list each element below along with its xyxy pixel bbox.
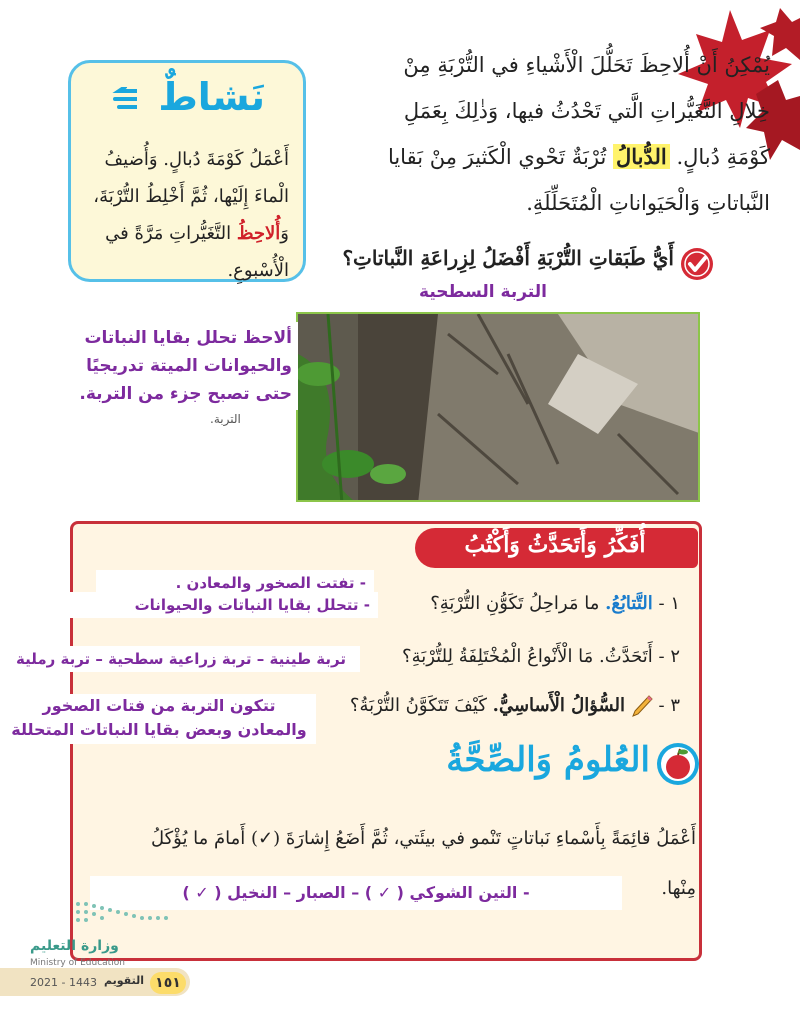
q2-answer: تربة طينية – تربة زراعية سطحية – تربة رملية — [2, 646, 360, 672]
photo-caption: ألاحظ تحلل بقايا النباتات والحيوانات الميتة تدريجيًا حتى تصبح جزء من التربة. — [46, 322, 298, 410]
science-health-title: العُلومُ وَالصِّحَّةُ — [446, 740, 650, 780]
intro-line-2: خِلالِ التَّغَيُّراتِ الَّتي تَحْدُثُ فيها، وَذٰلِكَ بِعَمَلِ — [403, 99, 770, 123]
pencil-icon — [631, 694, 653, 718]
log-photo-illustration — [298, 314, 700, 502]
intro-paragraph — [330, 42, 770, 226]
intro-line-4: النَّباتاتِ وَالْحَيَواناتِ الْمُتَحَلِّلَةِ. — [526, 191, 770, 215]
dots-decoration — [74, 900, 174, 924]
activity-box — [68, 60, 306, 282]
humus-highlight: الدُّبالُ — [613, 144, 670, 169]
question-3 — [330, 694, 680, 718]
page-number: ١٥١ — [150, 972, 186, 994]
question-2 — [368, 646, 680, 667]
science-line-2: مِنْها. — [661, 878, 696, 899]
soil-layer-question: أَيُّ طَبَقاتِ التُّرْبَةِ أَفْضَلُ لِزِراعَةِ النَّباتاتِ؟ — [342, 246, 674, 270]
think-title: أُفَكِّرُ وَأَتَحَدَّثُ وَأَكْتُبُ — [464, 532, 646, 558]
activity-text-b: التَّغَيُّراتِ مَرَّةً في الْأُسْبوعِ. — [105, 223, 289, 281]
intro-line-3a: كَوْمَةِ دُبالٍ. — [676, 145, 770, 169]
topsoil-answer: التربة السطحية — [410, 282, 556, 310]
q2-number: ٢ - — [658, 646, 680, 667]
calendar-label: التقويم — [104, 974, 144, 987]
q3-answer-line-1: تتكون التربة من فتات الصخور — [42, 696, 276, 715]
q3-keyword: السُّؤالُ الْأَساسِيُّ. — [492, 695, 626, 716]
activity-title: نَشاطٌ — [158, 75, 265, 119]
apple-icon — [656, 742, 700, 786]
q3-number: ٣ - — [658, 695, 680, 716]
intro-line-3 — [330, 134, 770, 180]
activity-text-a: أَعْمَلُ كَوْمَةَ دُبالٍ. وَأُضيفُ الْماءَ إِلَيْها، ثُمَّ أَخْلِطُ التُّرْبَةَ، وَ — [93, 149, 289, 244]
q1-keyword: التَّتابُعُ. — [605, 593, 653, 614]
intro-line-3b: تُرْبَةٌ تَحْوي الْكَثيرَ مِنْ بَقايا — [387, 145, 607, 169]
q3-answer — [2, 694, 316, 744]
q3-answer-line-2: والمعادن وبعض بقايا النباتات المتحللة — [11, 720, 307, 739]
science-line-1: أَعْمَلُ قائِمَةً بِأَسْماءِ نَباتاتٍ تَنْمو في بيئَتي، ثُمَّ أَضَعُ إِشارَةَ (✓) أَمامَ ما يُؤْكَلُ — [150, 828, 696, 849]
q1-text: ما مَراحِلُ تَكَوُّنِ التُّرْبَةِ؟ — [430, 593, 600, 614]
decomposing-log-photo — [296, 312, 700, 502]
check-circle-icon — [680, 247, 714, 281]
q1-answer-2: - تتحلل بقايا النباتات والحيوانات — [70, 592, 378, 618]
caption-tail: التربة. — [210, 412, 241, 426]
arrow-icon — [111, 87, 137, 111]
activity-text — [81, 141, 289, 289]
intro-line-1: يُمْكِنُ أَنْ أُلاحِظَ تَحَلُّلَ الْأَشْياءِ في التُّرْبَةِ مِنْ — [403, 53, 770, 77]
question-1 — [380, 593, 680, 614]
observe-keyword: أُلاحِظُ — [236, 223, 281, 244]
ministry-logo-arabic: وزارة التعليم — [30, 938, 119, 954]
q1-number: ١ - — [658, 593, 680, 614]
ministry-logo-english: Ministry of Education — [30, 958, 125, 968]
q2-text: أَتَحَدَّثُ. مَا الْأَنْواعُ الْمُخْتَلِفَةُ لِلتُّرْبَةِ؟ — [402, 646, 653, 667]
edible-plants-answer: - التين الشوكي ( ✓ ) – الصبار – النخيل ( ✓ ) — [90, 876, 622, 910]
academic-year: 2021 - 1443 — [30, 976, 97, 989]
q1-answer-1: - تفتت الصخور والمعادن . — [96, 570, 374, 596]
q3-text: كَيْفَ تَتَكَوَّنُ التُّرْبَةُ؟ — [349, 695, 487, 716]
